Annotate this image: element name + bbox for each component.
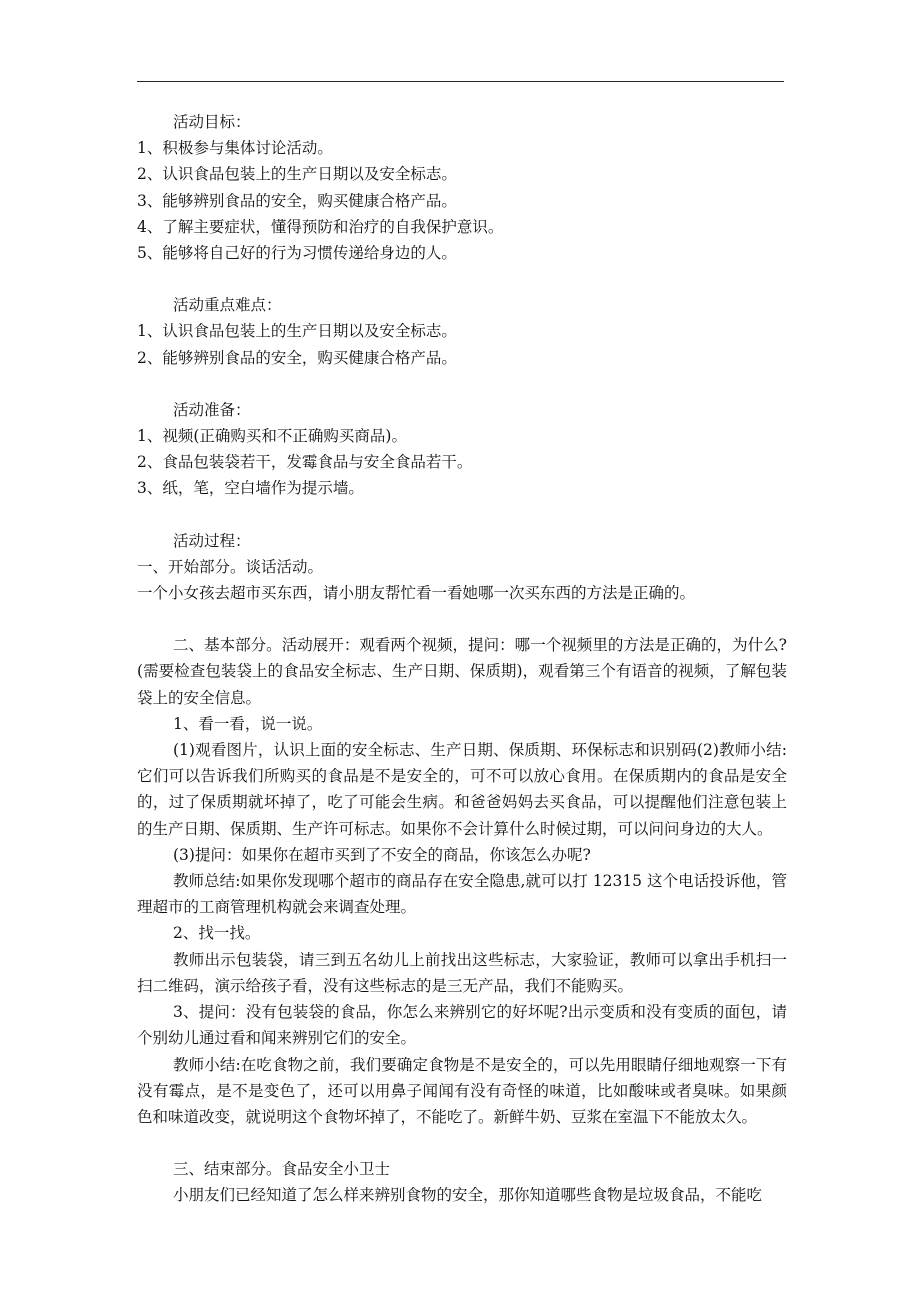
process-heading: 活动过程： [173,531,251,550]
section-process [137,528,787,1209]
spacer [137,1130,787,1156]
spacer [137,606,787,632]
part3-text: 小朋友们已经知道了怎么样来辨别食物的安全，那你知道哪些食物是垃圾食品，不能吃 [173,1186,763,1205]
part1-title: 一、开始部分。谈话活动。 [137,557,324,576]
step3-paragraph: 3、提问：没有包装袋的食品，你怎么来辨别它的好坏呢?出示变质和没有变质的面包，请个别幼儿通过看和闻来辨别它们的安全。 [137,1003,787,1048]
step1-question: (3)提问：如果你在超市买到了不安全的商品，你该怎么办呢? [173,845,591,864]
preparation-heading: 活动准备： [173,400,251,419]
step3-summary: 教师小结:在吃食物之前，我们要确定食物是不是安全的，可以先用眼睛仔细地观察一下有没有霉点，是不是变色了，还可以用鼻子闻闻有没有奇怪的味道，比如酸味或者臭味。如果颜色和味道改变，就说明这个食物坏掉了，不能吃了。新鲜牛奶、豆浆在室温下不能放太久。 [137,1055,787,1126]
goal-item-1: 1、积极参与集体讨论活动。 [137,139,333,158]
preparation-item-2: 2、食品包装袋若干，发霉食品与安全食品若干。 [137,453,473,472]
spacer [137,266,787,292]
key-point-item-2: 2、能够辨别食品的安全，购买健康合格产品。 [137,348,457,367]
header-rule [137,81,784,82]
step1-paragraph: (1)观看图片，认识上面的安全标志、生产日期、保质期、环保标志和识别码(2)教师小结:它们可以告诉我们所购买的食品是不是安全的，可不可以放心食用。在保质期内的食品是安全的，过了保质期就坏掉了，吃了可能会生病。和爸爸妈妈去买食品，可以提醒他们注意包装上的生产日期、保质期、生产许可标志。如果你不会计算什么时候过期，可以问问身边的大人。 [137,741,787,838]
goal-item-4: 4、了解主要症状，懂得预防和治疗的自我保护意识。 [137,217,504,236]
spacer [137,502,787,528]
goal-item-3: 3、能够辨别食品的安全，购买健康合格产品。 [137,191,457,210]
document-body [137,109,787,1209]
goal-item-2: 2、认识食品包装上的生产日期以及安全标志。 [137,165,457,184]
goals-heading: 活动目标： [173,113,251,131]
part2-intro: 二、基本部分。活动展开：观看两个视频，提问：哪一个视频里的方法是正确的，为什么?(需要检查包装袋上的食品安全标志、生产日期、保质期)，观看第三个有语音的视频，了解包装袋上的安全信息。 [137,636,787,707]
step1-summary: 教师总结:如果你发现哪个超市的商品存在安全隐患,就可以打 12315 这个电话投诉他，管理超市的工商管理机构就会来调查处理。 [137,872,787,917]
part3-title: 三、结束部分。食品安全小卫士 [173,1160,391,1179]
section-preparation [137,397,787,502]
preparation-item-3: 3、纸，笔，空白墙作为提示墙。 [137,479,364,498]
part1-text: 一个小女孩去超市买东西，请小朋友帮忙看一看她哪一次买东西的方法是正确的。 [137,584,696,603]
section-key-points [137,292,787,371]
step2-paragraph: 教师出示包装袋，请三到五名幼儿上前找出这些标志，大家验证，教师可以拿出手机扫一扫二维码，演示给孩子看，没有这些标志的是三无产品，我们不能购买。 [137,950,787,995]
section-goals [137,109,787,266]
key-points-heading: 活动重点难点： [173,296,282,315]
step2-title: 2、找一找。 [173,924,261,943]
step1-title: 1、看一看，说一说。 [173,714,323,733]
preparation-item-1: 1、视频(正确购买和不正确购买商品)。 [137,427,407,446]
spacer [137,371,787,397]
key-point-item-1: 1、认识食品包装上的生产日期以及安全标志。 [137,322,457,341]
goal-item-5: 5、能够将自己好的行为习惯传递给身边的人。 [137,244,457,263]
